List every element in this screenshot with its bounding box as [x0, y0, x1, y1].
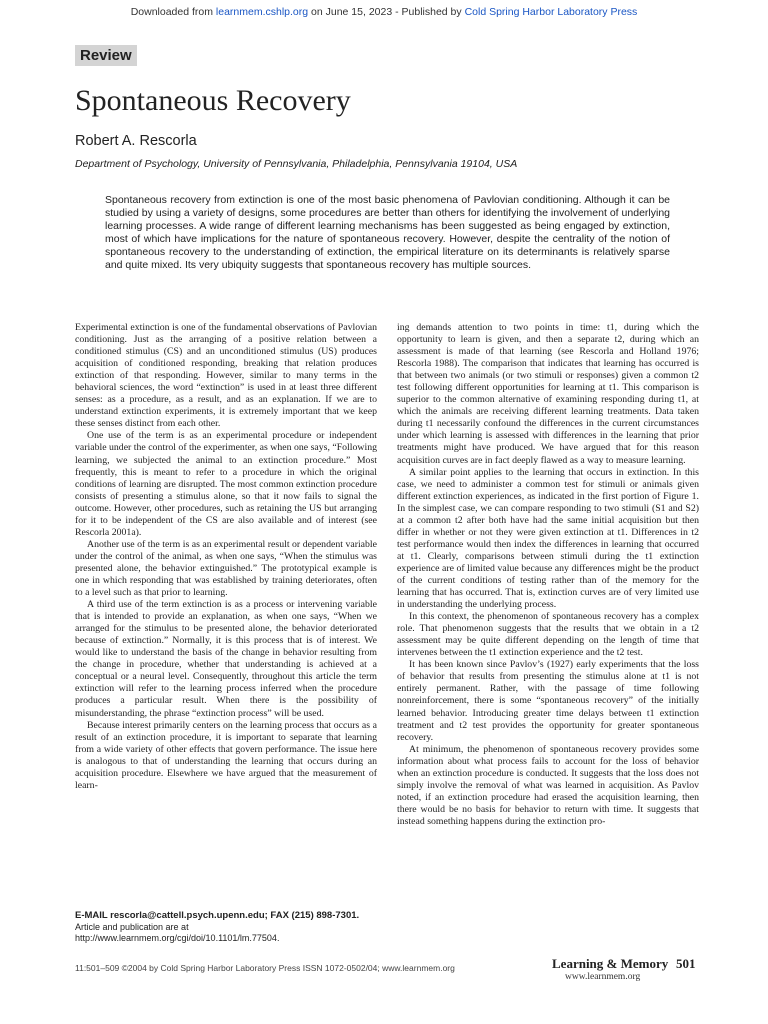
publication-note: Article and publication are at http://www.learnmem.org/cgi/doi/10.1101/lm.77504.	[75, 922, 280, 943]
paragraph: Because interest primarily centers on the learning process that occurs as a result of an extinction procedure, it is important to separate that learning from a wide variety of other effects that govern performance. The issue here is analogous to that of understanding the learning that occurs during an acquisition procedure. Elsewhere we have argued that the measurement of learn-	[75, 719, 377, 791]
paragraph: A third use of the term extinction is as a process or intervening variable that is intended to provide an explanation, as when one says, “When we arranged for the stimulus to be presented alone, the behavior deteriorated because of extinction.” Normally, it is this process that is of interest. We would like to understand the basis of the change in behavior resulting from the change in procedure, whether that understanding is achieved at a conceptual or a neural level. Consequently, throughout this article the term extinction will refer to the learning process inferred when the procedure produces a particular result. When there is the possibility of misunderstanding, the phrase “extinction process” will be used.	[75, 599, 377, 719]
body-column-right	[397, 322, 699, 1002]
download-middle: on June 15, 2023 - Published by	[308, 6, 465, 18]
correspondence-email: E-MAIL rescorla@cattell.psych.upenn.edu; FAX (215) 898-7301.	[75, 910, 360, 921]
site-link[interactable]: learnmem.cshlp.org	[215, 6, 309, 18]
paragraph: A similar point applies to the learning that occurs in extinction. In this case, we need to administer a common test for stimuli or animals given different extinction experiences, as indicated in the first portion of Figure 1. In the simplest case, we can compare responding to two stimuli (S1 and S2) at a common t2 after both have had the same initial acquisition but then differ in whether or not they were given extinction at t1. Differences in t2 test performance would then index the differences in learning that occurred at t1. Clearly, comparisons between stimuli during the t1 extinction experience are of limited value because any differences might be the product of the current conditions of testing rather than of the memory for the learning that has occurred. That is, extinction curves are of very limited use in understanding the underlying process.	[397, 466, 699, 611]
paragraph: In this context, the phenomenon of spontaneous recovery has a complex role. That phenomenon suggests that the results that we obtain in a t2 assessment may be quite different depending on the length of time that intervenes between the t1 extinction experience and the t2 test.	[397, 611, 699, 659]
section-badge: Review	[75, 45, 137, 66]
paragraph: ing demands attention to two points in time: t1, during which the opportunity to learn is given, and then a separate t2, during which an assessment is made of that learning (see Rescorla and Holland 1976; Rescorla 1988). The comparison that indicates that learning has occurred is that between two animals (or two stimuli or responses) given a common t2 test following different opportunities for learning at t1. This comparison is superior to the common alternative of examining responding during t1, at which the animals are receiving different learning treatments. Data taken during t1 necessarily confound the differences in the current circumstances under which learning is assessed with differences in the learning that prior treatments might have produced. We have argued that for this reason acquisition curves are in fact deeply flawed as a way to measure learning.	[397, 322, 699, 466]
download-prefix: Downloaded from	[130, 6, 216, 18]
author-name: Robert A. Rescorla	[75, 133, 197, 149]
author-affiliation: Department of Psychology, University of Pennsylvania, Philadelphia, Pennsylvania 19104, USA	[75, 158, 518, 170]
paragraph: One use of the term is as an experimental procedure or independent variable under the control of the experimenter, as when one says, “Following learning, we subjected the animal to an extinction procedure.” Most frequently, this is meant to refer to a procedure in which the original conditions of learning are disrupted. The most common extinction procedure consists of presenting a stimulus alone, so that it now fails to signal the outcome. However, other procedures, such as retaining the US but arranging for it to be independent of the CS are also available and of interest (see Rescorla 2001a).	[75, 430, 377, 538]
download-notice	[0, 6, 768, 18]
body-column-left	[75, 322, 377, 902]
footer-journal-url[interactable]: www.learnmem.org	[565, 972, 641, 982]
paragraph: It has been known since Pavlov’s (1927) early experiments that the loss of behavior that results from presenting the stimulus alone at t1 is not entirely permanent. Rather, with the passage of time following nonreinforcement, there is some “spontaneous recovery” of the initially learned behavior. Introducing greater time delays between t1 extinction treatment and t2 test provides the opportunity for greater spontaneous recovery.	[397, 659, 699, 743]
footer-citation: 11:501–509 ©2004 by Cold Spring Harbor Laboratory Press ISSN 1072-0502/04; www.learnmem.org	[75, 963, 455, 973]
page-number: 501	[676, 956, 696, 971]
publisher-link[interactable]: Cold Spring Harbor Laboratory Press	[464, 6, 638, 18]
footer-journal-name: Learning & Memory	[552, 956, 669, 971]
paragraph: At minimum, the phenomenon of spontaneous recovery provides some information about what process fails to account for the loss of behavior when an extinction procedure is conducted. It suggests that the loss does not simply involve the removal of what was learned in acquisition. As Pavlov noted, if an extinction procedure had erased the acquisition learning, then there would be no basis for behavior to return with time. It suggests that instead something happens during the extinction pro-	[397, 743, 699, 827]
paragraph: Experimental extinction is one of the fundamental observations of Pavlovian conditioning. Just as the arranging of a positive relation between a conditioned stimulus (CS) and an unconditioned stimulus (US) produces acquisition of conditioned responding, breaking that relation produces extinction of that responding. However, similar to many terms in the behavioral sciences, the word “extinction” is used in at least three different senses: as a procedure, as a result, and as an explanation. If we are to understand extinction experiments, it is extremely important that we keep these senses distinct from each other.	[75, 322, 377, 430]
abstract: Spontaneous recovery from extinction is one of the most basic phenomena of Pavlovian conditioning. Although it can be studied by using a variety of designs, some procedures are better than others for identifying the involvement of underlying learning processes. A wide range of different learning mechanisms has been suggested as being engaged by extinction, most of which have implications for the nature of spontaneous recovery. However, despite the centrality of the notion of spontaneous recovery to the understanding of extinction, the empirical literature on its determinants is relatively sparse and quite mixed. Its very ubiquity suggests that spontaneous recovery has multiple sources.	[105, 194, 670, 271]
paragraph: Another use of the term is as an experimental result or dependent variable under the control of the animal, as when one says, “When the stimulus was presented alone, the behavior extinguished.” The prototypical example is one in which responding that was established by training deteriorates, often to a level such as that prior to learning.	[75, 538, 377, 599]
article-title: Spontaneous Recovery	[75, 84, 351, 117]
